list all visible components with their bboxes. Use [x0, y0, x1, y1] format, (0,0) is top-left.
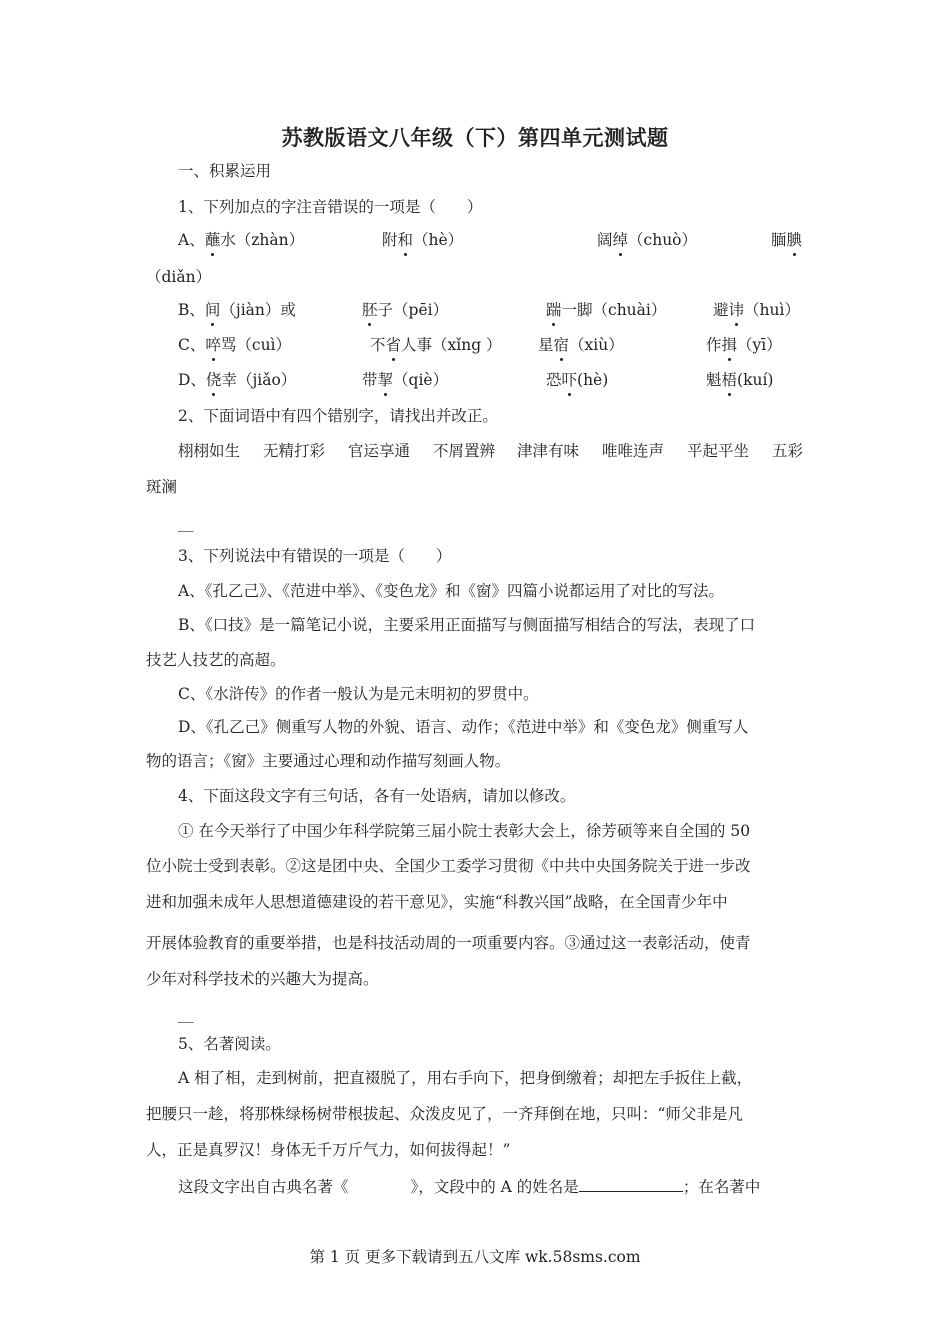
q1-option-d1: D、侥幸（jiǎo） [178, 371, 297, 389]
q4-passage-line: 进和加强未成年人思想道德建设的若干意见》，实施“科教兴国”战略，在全国青少年中 [146, 893, 728, 911]
q2-word: 平起平坐 [687, 442, 750, 460]
q3-option-d-line2: 物的语言；《窗》主要通过心理和动作描写刻画人物。 [146, 752, 511, 770]
q1-option-a4-pinyin: （diǎn） [146, 268, 212, 286]
q3-option-a: A、《孔乙己》、《范进中举》、《变色龙》和《窗》四篇小说都运用了对比的写法。 [178, 582, 724, 600]
section-heading: 一、积累运用 [178, 162, 272, 180]
q2-word: 唯唯连声 [602, 442, 665, 460]
q2-word: 栩栩如生 [178, 442, 241, 460]
q2-word: 无精打彩 [263, 442, 326, 460]
q4-passage-line: 位小院士受到表彰。②这是团中央、全国少工委学习贯彻《中共中央国务院关于进一步改 [146, 857, 751, 875]
q2-word: 不屑置辨 [433, 442, 496, 460]
q3-option-b-line2: 技艺人技艺的高超。 [146, 651, 286, 669]
q5-passage-line: 把腰只一趁，将那株绿杨树带根拔起、众泼皮见了，一齐拜倒在地，只叫：“师父非是凡 [146, 1105, 743, 1123]
q1-option-a1: A、蘸水（zhàn） [178, 231, 305, 249]
q2-word: 五彩 [772, 442, 804, 460]
q1-option-d4: 魁梧(kuí) [706, 371, 774, 389]
q4-passage-line: ① 在今天举行了中国少年科学院第三届小院士表彰大会上，徐芳硕等来自全国的 50 [178, 822, 751, 840]
q2-word: 官运享通 [348, 442, 411, 460]
q5-stem: 5、名著阅读。 [178, 1035, 281, 1053]
q2-word-tail: 斑澜 [146, 478, 178, 496]
page-title: 苏教版语文八年级（下）第四单元测试题 [281, 125, 669, 150]
q1-option-c4: 作揖（yī） [706, 336, 782, 354]
q4-answer-line: __ [178, 1005, 194, 1023]
q1-stem: 1、下列加点的字注音错误的一项是（ ） [178, 198, 483, 216]
q1-option-a2: 附和（hè） [382, 231, 464, 249]
q1-option-b3: 踹一脚（chuài） [546, 301, 667, 319]
q1-option-d2: 带挈（qiè） [362, 371, 449, 389]
q1-option-b2: 胚子（pēi） [362, 301, 449, 319]
page-footer: 第 1 页 更多下载请到五八文库 wk.58sms.com [309, 1248, 641, 1266]
q3-option-b-line1: B、《口技》是一篇笔记小说，主要采用正面描写与侧面描写相结合的写法，表现了口 [178, 616, 756, 634]
q5-answer-blank[interactable] [579, 1175, 683, 1192]
q1-option-c2: 不省人事（xǐng ） [370, 336, 502, 354]
q5-question: 这段文字出自古典名著《 》，文段中的 A 的姓名是 ；在名著中 [178, 1175, 760, 1198]
q5-passage-line: A 相了相，走到树前，把直裰脱了，用右手向下，把身倒缴着；却把左手扳住上截， [178, 1069, 753, 1087]
q2-word: 津津有味 [517, 442, 580, 460]
q1-option-d3: 恐吓(hè) [546, 371, 609, 389]
q1-option-a4: 腼腆 [771, 231, 803, 249]
q1-option-c1: C、啐骂（cuì） [178, 336, 292, 354]
q1-option-c3: 星宿（xiù） [538, 336, 624, 354]
q3-option-c: C、《水浒传》的作者一般认为是元末明初的罗贯中。 [178, 685, 539, 703]
q2-stem: 2、下面词语中有四个错别字，请找出并改正。 [178, 407, 498, 425]
q1-option-b4: 避讳（huì） [713, 301, 800, 319]
q2-answer-line: __ [178, 514, 194, 532]
q3-stem: 3、下列说法中有错误的一项是（ ） [178, 547, 452, 565]
q3-option-d-line1: D、《孔乙己》侧重写人物的外貌、语言、动作；《范进中举》和《变色龙》侧重写人 [178, 718, 749, 736]
q1-option-a3: 阔绰（chuò） [597, 231, 698, 249]
q4-passage-line: 开展体验教育的重要举措，也是科技活动周的一项重要内容。③通过这一表彰活动，使青 [146, 934, 751, 952]
q4-passage-line: 少年对科学技术的兴趣大为提高。 [146, 970, 379, 988]
q1-option-b1: B、间（jiàn）或 [178, 301, 296, 319]
q4-stem: 4、下面这段文字有三句话，各有一处语病，请加以修改。 [178, 787, 576, 805]
q5-passage-line: 人，正是真罗汉！身体无千万斤气力，如何拔得起！” [146, 1141, 511, 1159]
